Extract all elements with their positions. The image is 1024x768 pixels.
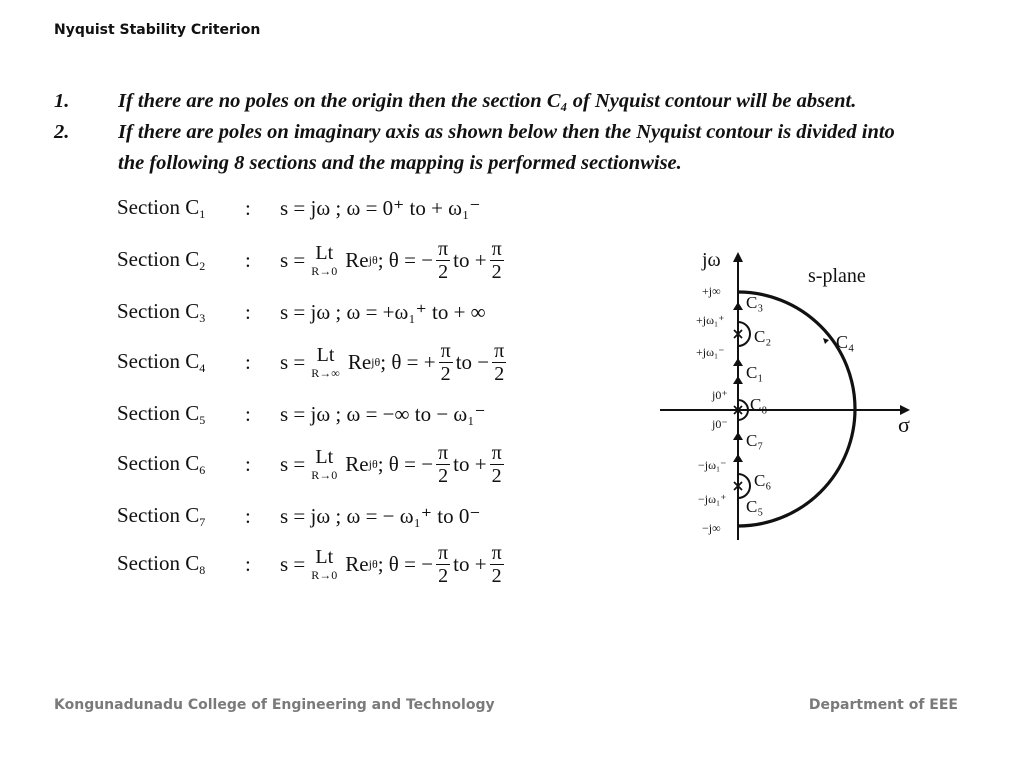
section-c2 (117, 238, 507, 282)
section-expression: s = jω ; ω = +ω₁⁺ to + ∞ (280, 299, 486, 324)
section-c3 (117, 290, 486, 334)
contour-c2-indent (738, 322, 750, 346)
c4-direction-arrow (823, 338, 829, 344)
nyquist-contour-diagram (640, 240, 980, 550)
section-expression: s = Lt R→0 Re jθ ; θ = − $\frac{\pi}{2}$ to + $\frac{\pi}{2}$ (280, 541, 502, 587)
fraction: $\frac{\pi}{2}$ (491, 441, 502, 487)
point-text: the following 8 sections and the mapping is performed sectionwise. (118, 152, 682, 174)
tick-label: −jω₁⁺ (698, 492, 727, 506)
section-expression: s = Lt R→∞ Re jθ ; θ = + $\frac{\pi}{2}$ to − $\frac{\pi}{2}$ (280, 339, 505, 385)
section-label: Section $C_2$ (117, 246, 206, 273)
point-number: 2. (54, 121, 70, 143)
section-expression: s = jω ; ω = 0⁺ to + ω₁⁻ (280, 195, 481, 220)
section-c6 (117, 442, 507, 486)
tick-label: j0⁻ (712, 417, 728, 431)
section-expression: s = Lt R→0 Re jθ ; θ = − $\frac{\pi}{2}$ to + $\frac{\pi}{2}$ (280, 237, 502, 283)
x-axis-label: σ (898, 412, 910, 437)
colon: : (245, 349, 251, 374)
point-1 (54, 86, 970, 117)
contour-label: C₃ (746, 293, 764, 312)
section-label: Section $C_6$ (117, 450, 206, 477)
contour-label: C₆ (754, 471, 772, 490)
tick-label: +jω₁⁺ (696, 313, 725, 327)
contour-label: C₇ (746, 431, 764, 450)
colon: : (245, 247, 251, 272)
limit-operator: Lt R→0 (311, 242, 338, 278)
colon: : (245, 503, 251, 528)
contour-label: C₂ (754, 327, 772, 346)
section-c5 (117, 392, 486, 436)
tick-label: +jω₁⁻ (696, 345, 725, 359)
fraction: $\frac{\pi}{2}$ (491, 541, 502, 587)
point-number (54, 148, 118, 179)
tick-label: j0⁺ (712, 388, 728, 402)
fraction: $\frac{\pi}{2}$ (438, 541, 449, 587)
tick-label: −j∞ (702, 521, 721, 535)
point-text: If there are poles on imaginary axis as shown below then the Nyquist contour is divided into (118, 121, 895, 143)
section-label: Section $C_1$ (117, 194, 206, 221)
limit-operator: Lt R→∞ (311, 344, 340, 380)
colon: : (245, 299, 251, 324)
point-text: If there are no poles on the origin then the section C₄ of Nyquist contour will be absent. (118, 90, 857, 112)
contour-label: C₁ (746, 363, 764, 382)
footer-college: Kongunadunadu College of Engineering and Technology (54, 697, 495, 713)
colon: : (245, 451, 251, 476)
section-label: Section $C_7$ (117, 502, 206, 529)
section-c1 (117, 186, 480, 230)
section-c8 (117, 542, 507, 586)
contour-c6-indent (738, 474, 750, 498)
y-axis-label: jω (702, 249, 721, 271)
section-c7 (117, 494, 480, 538)
section-label: Section $C_8$ (117, 550, 206, 577)
section-expression: s = Lt R→0 Re jθ ; θ = − $\frac{\pi}{2}$ to + $\frac{\pi}{2}$ (280, 441, 502, 487)
section-label: Section $C_4$ (117, 348, 206, 375)
fraction: $\frac{\pi}{2}$ (440, 339, 451, 385)
fraction: $\frac{\pi}{2}$ (438, 441, 449, 487)
section-expression: s = jω ; ω = − ω₁⁺ to 0⁻ (280, 503, 481, 528)
contour-label: C₅ (746, 497, 764, 516)
section-expression: s = jω ; ω = −∞ to − ω₁⁻ (280, 401, 486, 426)
point-2 (54, 117, 970, 148)
fraction: $\frac{\pi}{2}$ (438, 237, 449, 283)
point-number: 1. (54, 90, 70, 112)
limit-operator: Lt R→0 (311, 446, 338, 482)
contour-label: C₈ (750, 395, 768, 414)
slide-title: Nyquist Stability Criterion (54, 22, 261, 38)
fraction: $\frac{\pi}{2}$ (494, 339, 505, 385)
tick-label: +j∞ (702, 284, 721, 298)
colon: : (245, 195, 251, 220)
section-label: Section $C_3$ (117, 298, 206, 325)
colon: : (245, 401, 251, 426)
limit-operator: Lt R→0 (311, 546, 338, 582)
fraction: $\frac{\pi}{2}$ (491, 237, 502, 283)
section-label: Section $C_5$ (117, 400, 206, 427)
section-c4 (117, 340, 509, 384)
numbered-points (54, 86, 970, 179)
point-2-continued (54, 148, 970, 179)
contour-label: C₄ (836, 332, 855, 352)
tick-label: −jω₁⁻ (698, 458, 727, 472)
footer-department: Department of EEE (808, 697, 958, 713)
s-plane-label: s-plane (808, 265, 866, 287)
colon: : (245, 551, 251, 576)
